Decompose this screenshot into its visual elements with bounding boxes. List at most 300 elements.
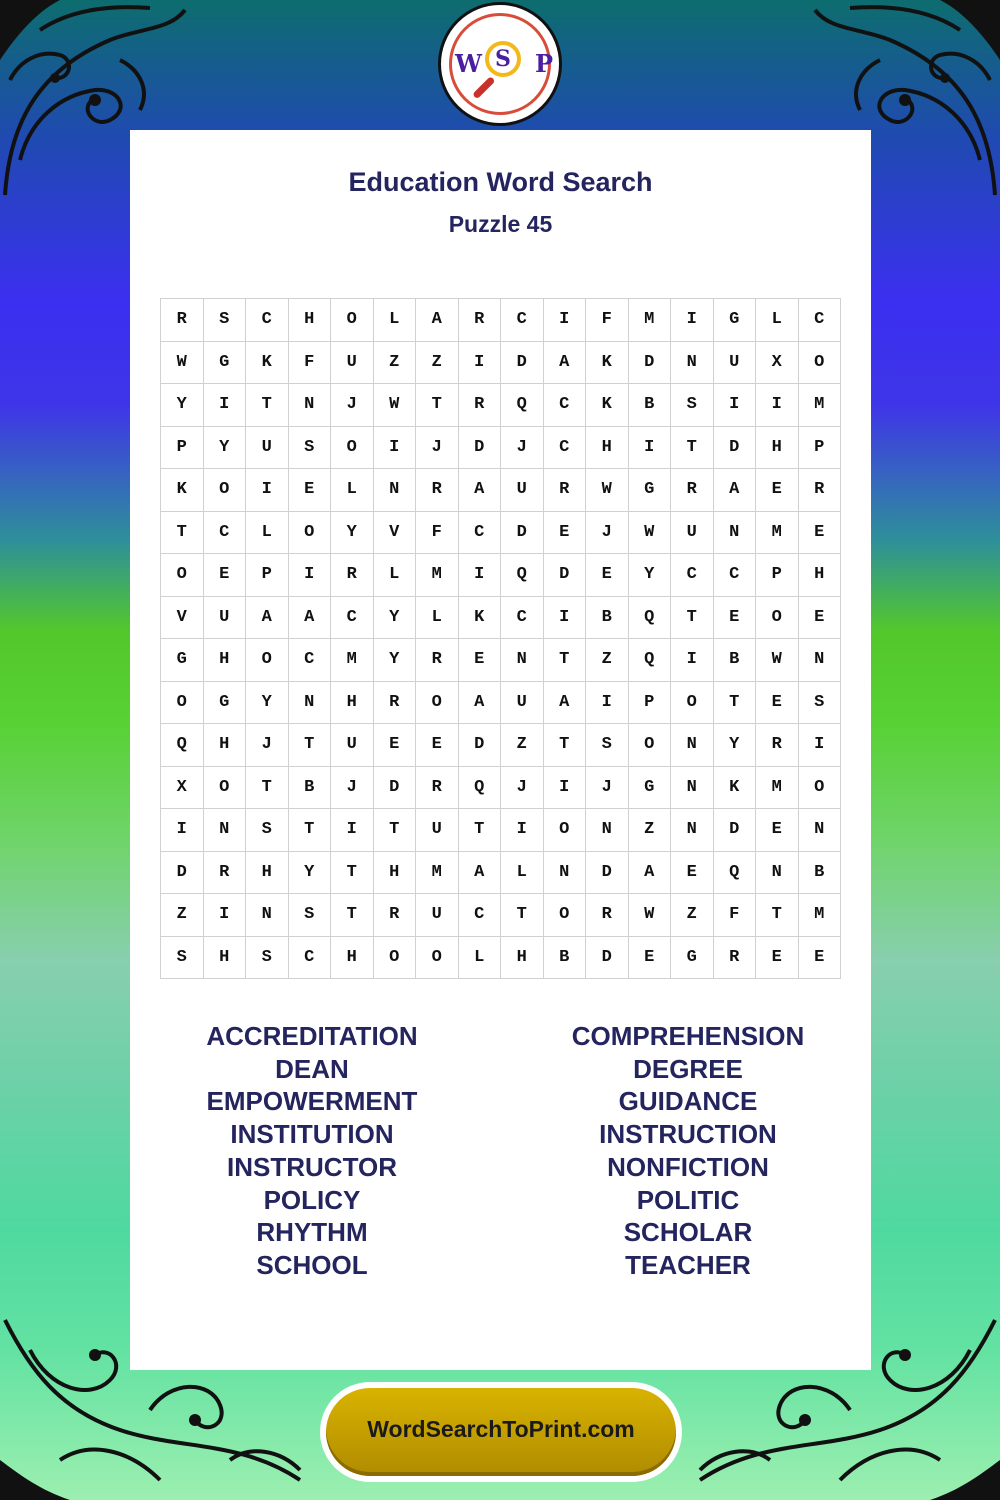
grid-row <box>161 894 841 937</box>
grid-cell[interactable]: J <box>586 511 629 554</box>
grid-cell[interactable]: H <box>586 426 629 469</box>
grid-cell[interactable]: C <box>203 511 246 554</box>
grid-cell[interactable]: B <box>798 851 841 894</box>
grid-cell[interactable]: K <box>586 341 629 384</box>
grid-row <box>161 469 841 512</box>
grid-cell[interactable]: Y <box>246 681 289 724</box>
grid-cell[interactable]: N <box>543 851 586 894</box>
grid-cell[interactable]: P <box>756 554 799 597</box>
grid-cell[interactable]: V <box>373 511 416 554</box>
grid-cell[interactable]: B <box>628 384 671 427</box>
grid-cell[interactable]: Q <box>501 384 544 427</box>
grid-cell[interactable]: H <box>331 681 374 724</box>
grid-row <box>161 511 841 554</box>
grid-cell[interactable]: P <box>161 426 204 469</box>
grid-cell[interactable]: D <box>713 809 756 852</box>
grid-cell[interactable]: I <box>331 809 374 852</box>
grid-cell[interactable]: A <box>416 299 459 342</box>
grid-cell[interactable]: Q <box>161 724 204 767</box>
grid-cell[interactable]: D <box>501 341 544 384</box>
word-item: ACCREDITATION <box>206 1021 418 1051</box>
grid-cell[interactable]: D <box>458 426 501 469</box>
grid-cell[interactable]: I <box>203 384 246 427</box>
puzzle-title: Education Word Search <box>348 167 653 197</box>
grid-cell[interactable]: U <box>713 341 756 384</box>
grid-cell[interactable]: E <box>713 596 756 639</box>
grid-cell[interactable]: Y <box>628 554 671 597</box>
grid-cell[interactable]: U <box>416 809 459 852</box>
grid-cell[interactable]: C <box>671 554 714 597</box>
grid-cell[interactable]: K <box>161 469 204 512</box>
grid-cell[interactable]: F <box>586 299 629 342</box>
grid-cell[interactable]: A <box>458 681 501 724</box>
grid-cell[interactable]: L <box>373 554 416 597</box>
grid-cell[interactable]: I <box>501 809 544 852</box>
grid-cell[interactable]: A <box>288 596 331 639</box>
grid-cell[interactable]: H <box>203 724 246 767</box>
grid-cell[interactable]: I <box>161 809 204 852</box>
grid-cell[interactable]: M <box>798 894 841 937</box>
grid-cell[interactable]: B <box>586 596 629 639</box>
grid-cell[interactable]: D <box>373 766 416 809</box>
grid-row <box>161 936 841 979</box>
grid-cell[interactable]: W <box>586 469 629 512</box>
word-item: INSTITUTION <box>230 1119 394 1150</box>
grid-cell[interactable]: I <box>543 766 586 809</box>
grid-cell[interactable]: S <box>671 384 714 427</box>
grid-cell[interactable]: Z <box>373 341 416 384</box>
word-item: TEACHER <box>625 1249 751 1280</box>
grid-cell[interactable]: I <box>628 426 671 469</box>
grid-cell[interactable]: S <box>203 299 246 342</box>
grid-cell[interactable]: W <box>628 511 671 554</box>
grid-cell[interactable]: K <box>458 596 501 639</box>
grid-cell[interactable]: D <box>161 851 204 894</box>
grid-cell[interactable]: E <box>798 936 841 979</box>
grid-cell[interactable]: O <box>203 766 246 809</box>
grid-cell[interactable]: O <box>798 766 841 809</box>
grid-row <box>161 809 841 852</box>
grid-cell[interactable]: C <box>288 936 331 979</box>
word-item: POLITIC <box>636 1184 740 1215</box>
grid-cell[interactable]: O <box>416 681 459 724</box>
grid-cell[interactable]: G <box>671 936 714 979</box>
grid-cell[interactable]: C <box>543 426 586 469</box>
grid-cell[interactable]: T <box>373 809 416 852</box>
grid-cell[interactable]: W <box>161 341 204 384</box>
word-item: SCHOOL <box>256 1249 368 1280</box>
grid-cell[interactable]: S <box>288 426 331 469</box>
grid-cell[interactable]: Z <box>628 809 671 852</box>
grid-cell[interactable]: N <box>798 809 841 852</box>
grid-cell[interactable]: O <box>543 894 586 937</box>
grid-cell[interactable]: W <box>628 894 671 937</box>
grid-cell[interactable]: N <box>288 681 331 724</box>
grid-cell[interactable]: D <box>458 724 501 767</box>
grid-cell[interactable]: M <box>416 554 459 597</box>
grid-cell[interactable]: R <box>798 469 841 512</box>
grid-cell[interactable]: E <box>628 936 671 979</box>
grid-cell[interactable]: T <box>713 681 756 724</box>
grid-cell[interactable]: E <box>416 724 459 767</box>
grid-cell[interactable]: E <box>798 596 841 639</box>
grid-cell[interactable]: O <box>246 639 289 682</box>
grid-cell[interactable]: N <box>671 766 714 809</box>
grid-cell[interactable]: S <box>161 936 204 979</box>
grid-cell[interactable]: C <box>501 299 544 342</box>
grid-cell[interactable]: M <box>798 384 841 427</box>
word-list-left <box>132 1020 492 1282</box>
logo-letter-w: W <box>455 49 482 78</box>
grid-cell[interactable]: P <box>246 554 289 597</box>
grid-cell[interactable]: B <box>713 639 756 682</box>
grid-row <box>161 299 841 342</box>
grid-cell[interactable]: R <box>756 724 799 767</box>
grid-cell[interactable]: H <box>203 639 246 682</box>
grid-cell[interactable]: Q <box>628 639 671 682</box>
word-item: GUIDANCE <box>618 1086 758 1117</box>
grid-cell[interactable]: R <box>713 936 756 979</box>
grid-cell[interactable]: R <box>458 384 501 427</box>
grid-cell[interactable]: J <box>246 724 289 767</box>
grid-cell[interactable]: E <box>798 511 841 554</box>
grid-cell[interactable]: O <box>756 596 799 639</box>
grid-cell[interactable]: O <box>373 936 416 979</box>
grid-cell[interactable]: Z <box>671 894 714 937</box>
grid-cell[interactable]: E <box>543 511 586 554</box>
grid-cell[interactable]: H <box>331 936 374 979</box>
grid-cell[interactable]: F <box>416 511 459 554</box>
grid-cell[interactable]: L <box>416 596 459 639</box>
grid-cell[interactable]: U <box>501 469 544 512</box>
grid-cell[interactable]: J <box>586 766 629 809</box>
grid-cell[interactable]: O <box>288 511 331 554</box>
logo-letter-p: P <box>535 49 554 78</box>
grid-cell[interactable]: Z <box>161 894 204 937</box>
grid-cell[interactable]: S <box>246 809 289 852</box>
grid-cell[interactable]: G <box>161 639 204 682</box>
word-list-right <box>508 1020 868 1282</box>
grid-cell[interactable]: Q <box>458 766 501 809</box>
grid-row <box>161 766 841 809</box>
grid-cell[interactable]: H <box>501 936 544 979</box>
grid-cell[interactable]: N <box>671 809 714 852</box>
grid-cell[interactable]: T <box>543 639 586 682</box>
grid-cell[interactable]: U <box>331 724 374 767</box>
grid-row <box>161 639 841 682</box>
grid-cell[interactable]: N <box>373 469 416 512</box>
grid-cell[interactable]: H <box>203 936 246 979</box>
grid-cell[interactable]: U <box>671 511 714 554</box>
grid-cell[interactable]: X <box>161 766 204 809</box>
grid-cell[interactable]: E <box>586 554 629 597</box>
grid-cell[interactable]: D <box>586 851 629 894</box>
grid-cell[interactable]: I <box>798 724 841 767</box>
grid-cell[interactable]: H <box>798 554 841 597</box>
grid-cell[interactable]: W <box>373 384 416 427</box>
word-item: INSTRUCTION <box>599 1119 777 1150</box>
grid-cell[interactable]: L <box>458 936 501 979</box>
word-item: SCHOLAR <box>623 1217 753 1248</box>
grid-cell[interactable]: H <box>288 299 331 342</box>
word-item: RHYTHM <box>256 1217 368 1248</box>
grid-cell[interactable]: I <box>543 596 586 639</box>
grid-cell[interactable]: H <box>246 851 289 894</box>
grid-cell[interactable]: C <box>458 894 501 937</box>
grid-row <box>161 851 841 894</box>
grid-cell[interactable]: Z <box>586 639 629 682</box>
grid-cell[interactable]: R <box>373 681 416 724</box>
grid-cell[interactable]: I <box>586 681 629 724</box>
grid-cell[interactable]: X <box>756 341 799 384</box>
grid-cell[interactable]: A <box>246 596 289 639</box>
grid-cell[interactable]: J <box>501 766 544 809</box>
grid-cell[interactable]: O <box>203 469 246 512</box>
word-item: NONFICTION <box>607 1151 769 1182</box>
grid-cell[interactable]: T <box>501 894 544 937</box>
grid-cell[interactable]: K <box>586 384 629 427</box>
grid-cell[interactable]: N <box>798 639 841 682</box>
grid-cell[interactable]: O <box>161 554 204 597</box>
grid-cell[interactable]: T <box>161 511 204 554</box>
grid-cell[interactable]: N <box>713 511 756 554</box>
grid-cell[interactable]: R <box>416 639 459 682</box>
grid-cell[interactable]: G <box>203 341 246 384</box>
grid-cell[interactable]: Y <box>373 596 416 639</box>
word-item: DEGREE <box>633 1053 743 1084</box>
grid-cell[interactable]: C <box>288 639 331 682</box>
grid-cell[interactable]: J <box>331 766 374 809</box>
grid-row <box>161 554 841 597</box>
grid-cell[interactable]: Y <box>288 851 331 894</box>
grid-cell[interactable]: O <box>628 724 671 767</box>
grid-cell[interactable]: R <box>458 299 501 342</box>
grid-cell[interactable]: O <box>331 426 374 469</box>
word-item: POLICY <box>263 1184 361 1215</box>
grid-cell[interactable]: A <box>543 681 586 724</box>
grid-cell[interactable]: L <box>373 299 416 342</box>
grid-cell[interactable]: P <box>628 681 671 724</box>
puzzle-card <box>130 130 871 1370</box>
grid-cell[interactable]: T <box>288 809 331 852</box>
grid-cell[interactable]: E <box>288 469 331 512</box>
grid-cell[interactable]: T <box>756 894 799 937</box>
grid-cell[interactable]: S <box>586 724 629 767</box>
grid-cell[interactable]: N <box>756 851 799 894</box>
grid-cell[interactable]: C <box>543 384 586 427</box>
grid-cell[interactable]: B <box>543 936 586 979</box>
grid-cell[interactable]: C <box>246 299 289 342</box>
grid-cell[interactable]: N <box>288 384 331 427</box>
grid-cell[interactable]: C <box>458 511 501 554</box>
grid-cell[interactable]: G <box>713 299 756 342</box>
grid-cell[interactable]: T <box>671 596 714 639</box>
grid-cell[interactable]: J <box>501 426 544 469</box>
grid-row <box>161 426 841 469</box>
grid-cell[interactable]: U <box>331 341 374 384</box>
grid-cell[interactable]: T <box>331 894 374 937</box>
grid-cell[interactable]: I <box>288 554 331 597</box>
grid-cell[interactable]: G <box>628 469 671 512</box>
site-link[interactable]: WordSearchToPrint.com <box>367 1416 635 1442</box>
grid-cell[interactable]: T <box>331 851 374 894</box>
grid-cell[interactable]: T <box>246 384 289 427</box>
grid-cell[interactable]: I <box>756 384 799 427</box>
grid-cell[interactable]: M <box>756 511 799 554</box>
grid-cell[interactable]: W <box>756 639 799 682</box>
grid-cell[interactable]: E <box>373 724 416 767</box>
puzzle-subtitle: Puzzle 45 <box>448 211 553 237</box>
grid-cell[interactable]: Z <box>416 341 459 384</box>
grid-cell[interactable]: R <box>331 554 374 597</box>
grid-cell[interactable]: U <box>246 426 289 469</box>
grid-cell[interactable]: R <box>416 766 459 809</box>
grid-cell[interactable]: U <box>203 596 246 639</box>
grid-cell[interactable]: E <box>756 809 799 852</box>
grid-cell[interactable]: R <box>373 894 416 937</box>
grid-cell[interactable]: T <box>543 724 586 767</box>
grid-cell[interactable]: Y <box>373 639 416 682</box>
grid-cell[interactable]: R <box>543 469 586 512</box>
word-item: EMPOWERMENT <box>206 1086 418 1117</box>
grid-cell[interactable]: V <box>161 596 204 639</box>
grid-cell[interactable]: C <box>501 596 544 639</box>
grid-cell[interactable]: R <box>671 469 714 512</box>
grid-cell[interactable]: F <box>288 341 331 384</box>
grid-cell[interactable]: O <box>416 936 459 979</box>
grid-cell[interactable]: G <box>203 681 246 724</box>
grid-cell[interactable]: C <box>798 299 841 342</box>
grid-cell[interactable]: U <box>501 681 544 724</box>
grid-cell[interactable]: R <box>586 894 629 937</box>
grid-cell[interactable]: K <box>713 766 756 809</box>
magnifier-icon <box>485 41 521 77</box>
grid-cell[interactable]: D <box>628 341 671 384</box>
grid-cell[interactable]: N <box>246 894 289 937</box>
grid-cell[interactable]: A <box>458 851 501 894</box>
grid-cell[interactable]: S <box>246 936 289 979</box>
grid-cell[interactable]: O <box>798 341 841 384</box>
grid-cell[interactable]: Y <box>331 511 374 554</box>
grid-cell[interactable]: O <box>331 299 374 342</box>
grid-cell[interactable]: Q <box>501 554 544 597</box>
grid-cell[interactable]: E <box>458 639 501 682</box>
grid-cell[interactable]: T <box>458 809 501 852</box>
grid-cell[interactable]: Y <box>203 426 246 469</box>
grid-cell[interactable]: M <box>331 639 374 682</box>
grid-cell[interactable]: D <box>543 554 586 597</box>
word-item: INSTRUCTOR <box>227 1151 397 1182</box>
grid-cell[interactable]: N <box>586 809 629 852</box>
grid-cell[interactable]: T <box>671 426 714 469</box>
grid-cell[interactable]: A <box>543 341 586 384</box>
grid-cell[interactable]: O <box>161 681 204 724</box>
grid-cell[interactable]: H <box>756 426 799 469</box>
grid-cell[interactable]: L <box>501 851 544 894</box>
grid-cell[interactable]: S <box>288 894 331 937</box>
grid-cell[interactable]: M <box>628 299 671 342</box>
grid-cell[interactable]: N <box>671 724 714 767</box>
grid-cell[interactable]: D <box>501 511 544 554</box>
grid-cell[interactable]: R <box>203 851 246 894</box>
grid-cell[interactable]: N <box>671 341 714 384</box>
grid-cell[interactable]: J <box>416 426 459 469</box>
grid-cell[interactable]: I <box>458 341 501 384</box>
grid-cell[interactable]: P <box>798 426 841 469</box>
grid-cell[interactable]: T <box>416 384 459 427</box>
grid-cell[interactable]: E <box>203 554 246 597</box>
grid-cell[interactable]: L <box>331 469 374 512</box>
grid-row <box>161 724 841 767</box>
grid-cell[interactable]: A <box>713 469 756 512</box>
grid-cell[interactable]: Y <box>161 384 204 427</box>
grid-row <box>161 681 841 724</box>
grid-cell[interactable]: E <box>671 851 714 894</box>
grid-cell[interactable]: R <box>416 469 459 512</box>
grid-cell[interactable]: I <box>713 384 756 427</box>
grid-cell[interactable]: C <box>713 554 756 597</box>
grid-cell[interactable]: C <box>331 596 374 639</box>
grid-cell[interactable]: I <box>246 469 289 512</box>
grid-cell[interactable]: S <box>798 681 841 724</box>
grid-cell[interactable]: I <box>458 554 501 597</box>
grid-row <box>161 384 841 427</box>
grid-cell[interactable]: T <box>288 724 331 767</box>
grid-row <box>161 596 841 639</box>
grid-cell[interactable]: B <box>288 766 331 809</box>
grid-cell[interactable]: J <box>331 384 374 427</box>
grid-cell[interactable]: D <box>586 936 629 979</box>
grid-cell[interactable]: M <box>416 851 459 894</box>
grid-cell[interactable]: I <box>373 426 416 469</box>
grid-cell[interactable]: T <box>246 766 289 809</box>
grid-cell[interactable]: F <box>713 894 756 937</box>
grid-cell[interactable]: N <box>203 809 246 852</box>
grid-cell[interactable]: N <box>501 639 544 682</box>
grid-cell[interactable]: E <box>756 469 799 512</box>
grid-cell[interactable]: L <box>246 511 289 554</box>
word-item: DEAN <box>275 1053 349 1084</box>
grid-cell[interactable]: Q <box>628 596 671 639</box>
grid-cell[interactable]: I <box>543 299 586 342</box>
grid-cell[interactable]: H <box>373 851 416 894</box>
grid-cell[interactable]: G <box>628 766 671 809</box>
site-button[interactable] <box>320 1382 682 1482</box>
grid-cell[interactable]: Q <box>713 851 756 894</box>
grid-cell[interactable]: I <box>671 639 714 682</box>
grid-cell[interactable]: U <box>416 894 459 937</box>
grid-cell[interactable]: O <box>671 681 714 724</box>
grid-cell[interactable]: R <box>161 299 204 342</box>
grid-cell[interactable]: D <box>713 426 756 469</box>
grid-cell[interactable]: O <box>543 809 586 852</box>
grid-cell[interactable]: Z <box>501 724 544 767</box>
grid-cell[interactable]: A <box>458 469 501 512</box>
grid-cell[interactable]: K <box>246 341 289 384</box>
grid-cell[interactable]: L <box>756 299 799 342</box>
word-item: COMPREHENSION <box>571 1021 805 1051</box>
grid-cell[interactable]: E <box>756 936 799 979</box>
grid-cell[interactable]: A <box>628 851 671 894</box>
grid-cell[interactable]: Y <box>713 724 756 767</box>
grid-cell[interactable]: M <box>756 766 799 809</box>
grid-cell[interactable]: I <box>671 299 714 342</box>
logo-letter-s: S <box>495 46 511 72</box>
grid-cell[interactable]: I <box>203 894 246 937</box>
wsp-logo[interactable] <box>438 2 562 126</box>
grid-cell[interactable]: E <box>756 681 799 724</box>
grid-row <box>161 341 841 384</box>
